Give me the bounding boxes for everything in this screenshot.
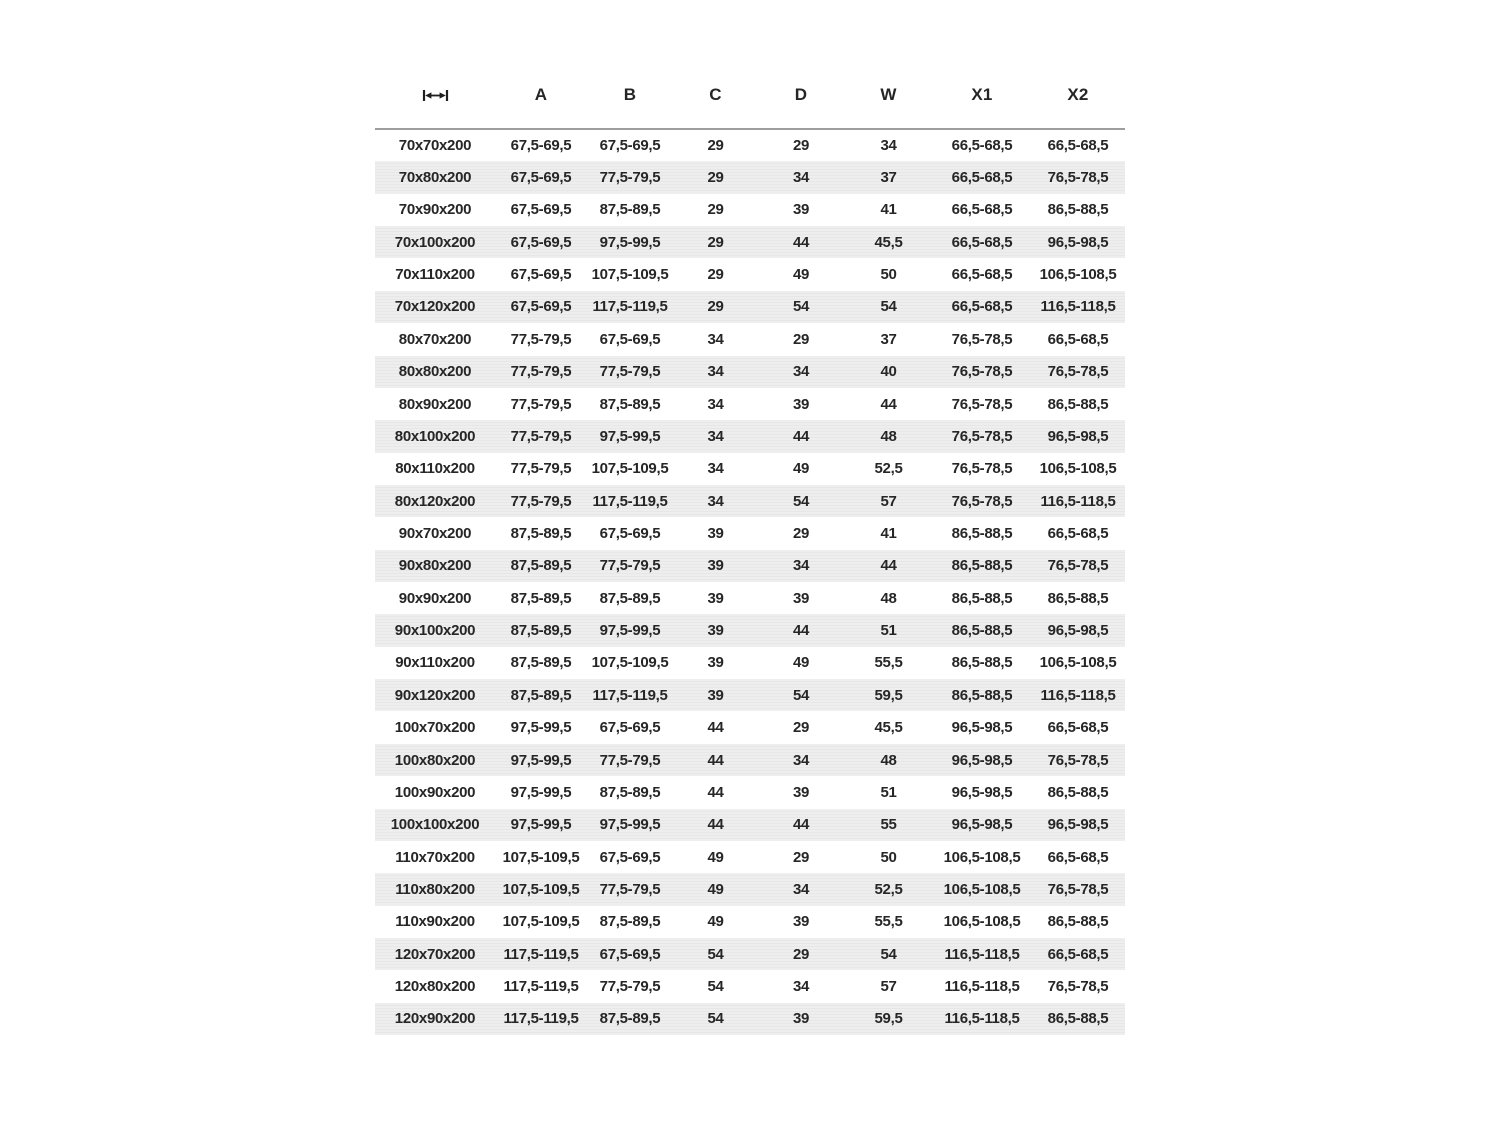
size-cell: 80x100x200 [394,427,476,445]
column-header-x2: X2 [1031,70,1125,129]
value-cell: 39 [792,395,810,413]
value-cell: 66,5-68,5 [1047,137,1109,155]
value-cell: 39 [707,589,724,607]
value-cell: 117,5-119,5 [592,492,668,510]
size-cell: 70x120x200 [394,298,476,316]
value-cell: 106,5-108,5 [1039,266,1117,284]
table-row [375,809,1125,841]
width-measure-icon [422,85,449,104]
value-cell: 67,5-69,5 [599,330,661,348]
column-header-b: B [587,70,673,129]
value-cell: 55 [880,816,897,834]
value-cell: 87,5-89,5 [510,686,572,704]
value-cell: 44 [880,557,897,575]
value-cell: 77,5-79,5 [510,460,572,478]
table-row [375,1003,1125,1035]
size-cell: 90x70x200 [398,524,472,542]
value-cell: 39 [707,524,724,542]
value-cell: 76,5-78,5 [951,363,1013,381]
value-cell: 117,5-119,5 [503,978,579,996]
value-cell: 66,5-68,5 [1047,524,1109,542]
value-cell: 34 [880,137,897,155]
value-cell: 39 [707,557,724,575]
table-row [375,323,1125,355]
value-cell: 41 [880,201,897,219]
value-cell: 97,5-99,5 [599,622,661,640]
value-cell: 86,5-88,5 [951,589,1013,607]
size-cell: 90x110x200 [395,654,475,672]
value-cell: 106,5-108,5 [1039,460,1117,478]
table-row [375,550,1125,582]
value-cell: 86,5-88,5 [951,524,1013,542]
value-cell: 29 [707,266,724,284]
value-cell: 76,5-78,5 [1047,363,1109,381]
dimensions-table-container [375,70,1125,1035]
column-header-a: A [495,70,587,129]
value-cell: 34 [707,427,724,445]
value-cell: 66,5-68,5 [1047,719,1109,737]
value-cell: 66,5-68,5 [1047,945,1109,963]
value-cell: 34 [792,169,810,187]
value-cell: 76,5-78,5 [1047,169,1109,187]
value-cell: 106,5-108,5 [943,913,1021,931]
value-cell: 87,5-89,5 [599,1010,661,1028]
table-row [375,388,1125,420]
table-row [375,420,1125,452]
table-row [375,485,1125,517]
value-cell: 107,5-109,5 [591,460,669,478]
value-cell: 49 [792,654,810,672]
value-cell: 86,5-88,5 [1047,589,1109,607]
size-cell: 80x80x200 [398,363,472,381]
value-cell: 50 [880,848,897,866]
value-cell: 77,5-79,5 [510,427,572,445]
value-cell: 77,5-79,5 [599,880,661,898]
value-cell: 86,5-88,5 [1047,1010,1109,1028]
value-cell: 39 [792,913,810,931]
value-cell: 59,5 [874,1010,903,1028]
table-row [375,517,1125,549]
size-cell: 70x80x200 [398,169,472,187]
value-cell: 76,5-78,5 [951,427,1013,445]
value-cell: 54 [707,1010,724,1028]
value-cell: 34 [792,880,810,898]
value-cell: 66,5-68,5 [951,298,1013,316]
value-cell: 67,5-69,5 [510,137,572,155]
size-cell: 80x120x200 [394,492,476,510]
value-cell: 76,5-78,5 [951,395,1013,413]
value-cell: 87,5-89,5 [510,622,572,640]
value-cell: 34 [792,557,810,575]
table-row [375,258,1125,290]
value-cell: 77,5-79,5 [599,978,661,996]
value-cell: 45,5 [874,233,903,251]
value-cell: 51 [880,783,897,801]
size-cell: 90x90x200 [398,589,472,607]
value-cell: 44 [792,427,810,445]
size-cell: 120x70x200 [394,945,476,963]
value-cell: 77,5-79,5 [599,751,661,769]
value-cell: 34 [707,395,724,413]
value-cell: 77,5-79,5 [510,492,572,510]
size-cell: 90x120x200 [394,686,476,704]
value-cell: 86,5-88,5 [1047,913,1109,931]
value-cell: 87,5-89,5 [510,524,572,542]
column-header-w: W [844,70,933,129]
size-column-header [375,70,495,129]
value-cell: 49 [707,848,724,866]
size-cell: 100x70x200 [394,719,476,737]
value-cell: 77,5-79,5 [599,557,661,575]
size-cell: 70x100x200 [394,233,476,251]
value-cell: 66,5-68,5 [951,201,1013,219]
value-cell: 106,5-108,5 [1039,654,1117,672]
value-cell: 29 [792,330,810,348]
value-cell: 67,5-69,5 [510,169,572,187]
value-cell: 39 [792,201,810,219]
value-cell: 96,5-98,5 [1047,622,1109,640]
value-cell: 29 [707,233,724,251]
value-cell: 49 [792,266,810,284]
value-cell: 87,5-89,5 [510,589,572,607]
header-row [375,70,1125,129]
value-cell: 34 [707,460,724,478]
value-cell: 96,5-98,5 [951,816,1013,834]
size-cell: 80x110x200 [395,460,475,478]
size-cell: 100x90x200 [394,783,476,801]
table-row [375,938,1125,970]
size-cell: 70x110x200 [395,266,475,284]
value-cell: 29 [707,298,724,316]
value-cell: 39 [707,622,724,640]
value-cell: 117,5-119,5 [503,945,579,963]
value-cell: 97,5-99,5 [599,233,661,251]
value-cell: 107,5-109,5 [502,880,580,898]
table-body [375,129,1125,1035]
value-cell: 54 [792,686,810,704]
value-cell: 107,5-109,5 [502,848,580,866]
value-cell: 106,5-108,5 [943,848,1021,866]
table-row [375,194,1125,226]
value-cell: 29 [707,201,724,219]
value-cell: 116,5-118,5 [1040,298,1116,316]
value-cell: 29 [792,137,810,155]
table-row [375,776,1125,808]
value-cell: 34 [792,978,810,996]
table-row [375,873,1125,905]
value-cell: 54 [792,492,810,510]
value-cell: 86,5-88,5 [951,622,1013,640]
value-cell: 97,5-99,5 [599,427,661,445]
value-cell: 54 [880,298,897,316]
value-cell: 40 [880,363,897,381]
size-cell: 80x70x200 [398,330,472,348]
value-cell: 67,5-69,5 [510,233,572,251]
column-header-x1: X1 [933,70,1031,129]
value-cell: 77,5-79,5 [599,363,661,381]
value-cell: 107,5-109,5 [591,266,669,284]
value-cell: 57 [880,978,897,996]
value-cell: 37 [880,169,897,187]
value-cell: 87,5-89,5 [599,913,661,931]
value-cell: 59,5 [874,686,903,704]
value-cell: 51 [880,622,897,640]
value-cell: 107,5-109,5 [502,913,580,931]
size-cell: 80x90x200 [398,395,472,413]
value-cell: 77,5-79,5 [599,169,661,187]
value-cell: 117,5-119,5 [592,298,668,316]
column-header-c: C [673,70,758,129]
value-cell: 97,5-99,5 [510,719,572,737]
table-row [375,744,1125,776]
value-cell: 87,5-89,5 [599,201,661,219]
value-cell: 39 [792,589,810,607]
value-cell: 77,5-79,5 [510,363,572,381]
value-cell: 45,5 [874,719,903,737]
value-cell: 54 [707,945,724,963]
value-cell: 116,5-118,5 [944,945,1020,963]
value-cell: 96,5-98,5 [1047,816,1109,834]
value-cell: 76,5-78,5 [951,492,1013,510]
value-cell: 86,5-88,5 [951,557,1013,575]
value-cell: 55,5 [874,654,903,672]
value-cell: 29 [707,137,724,155]
size-cell: 100x100x200 [390,816,480,834]
value-cell: 34 [792,363,810,381]
value-cell: 96,5-98,5 [1047,233,1109,251]
size-cell: 110x70x200 [395,848,475,866]
value-cell: 55,5 [874,913,903,931]
value-cell: 39 [792,783,810,801]
value-cell: 44 [792,622,810,640]
value-cell: 39 [707,686,724,704]
value-cell: 87,5-89,5 [599,783,661,801]
value-cell: 107,5-109,5 [591,654,669,672]
size-cell: 120x90x200 [394,1010,476,1028]
value-cell: 76,5-78,5 [1047,557,1109,575]
value-cell: 97,5-99,5 [510,816,572,834]
value-cell: 106,5-108,5 [943,880,1021,898]
table-row [375,226,1125,258]
table-row [375,647,1125,679]
value-cell: 66,5-68,5 [951,266,1013,284]
value-cell: 66,5-68,5 [951,169,1013,187]
table-row [375,129,1125,161]
value-cell: 86,5-88,5 [951,686,1013,704]
value-cell: 97,5-99,5 [510,783,572,801]
dimensions-table [375,70,1125,1035]
value-cell: 76,5-78,5 [951,330,1013,348]
value-cell: 52,5 [874,880,903,898]
value-cell: 44 [792,816,810,834]
value-cell: 34 [707,330,724,348]
size-cell: 70x90x200 [398,201,472,219]
size-cell: 70x70x200 [398,137,472,155]
value-cell: 41 [880,524,897,542]
value-cell: 44 [707,816,724,834]
table-row [375,453,1125,485]
value-cell: 67,5-69,5 [510,266,572,284]
value-cell: 116,5-118,5 [944,978,1020,996]
value-cell: 54 [792,298,810,316]
value-cell: 116,5-118,5 [1040,492,1116,510]
table-row [375,970,1125,1002]
value-cell: 116,5-118,5 [944,1010,1020,1028]
value-cell: 76,5-78,5 [1047,751,1109,769]
table-row [375,614,1125,646]
value-cell: 86,5-88,5 [951,654,1013,672]
value-cell: 86,5-88,5 [1047,783,1109,801]
value-cell: 67,5-69,5 [599,719,661,737]
size-cell: 100x80x200 [394,751,476,769]
value-cell: 34 [707,492,724,510]
value-cell: 97,5-99,5 [510,751,572,769]
value-cell: 87,5-89,5 [510,654,572,672]
size-cell: 110x90x200 [395,913,475,931]
value-cell: 29 [792,719,810,737]
value-cell: 117,5-119,5 [503,1010,579,1028]
value-cell: 44 [880,395,897,413]
value-cell: 52,5 [874,460,903,478]
value-cell: 66,5-68,5 [1047,330,1109,348]
size-cell: 90x100x200 [394,622,476,640]
value-cell: 86,5-88,5 [1047,201,1109,219]
size-cell: 90x80x200 [398,557,472,575]
value-cell: 87,5-89,5 [510,557,572,575]
value-cell: 87,5-89,5 [599,589,661,607]
value-cell: 48 [880,589,897,607]
table-row [375,711,1125,743]
value-cell: 34 [792,751,810,769]
value-cell: 66,5-68,5 [951,137,1013,155]
value-cell: 77,5-79,5 [510,330,572,348]
value-cell: 96,5-98,5 [951,719,1013,737]
table-row [375,679,1125,711]
value-cell: 87,5-89,5 [599,395,661,413]
value-cell: 29 [792,524,810,542]
value-cell: 66,5-68,5 [1047,848,1109,866]
value-cell: 48 [880,427,897,445]
table-row [375,841,1125,873]
size-cell: 120x80x200 [394,978,476,996]
value-cell: 66,5-68,5 [951,233,1013,251]
value-cell: 86,5-88,5 [1047,395,1109,413]
value-cell: 37 [880,330,897,348]
value-cell: 29 [792,945,810,963]
table-row [375,356,1125,388]
value-cell: 96,5-98,5 [951,783,1013,801]
value-cell: 67,5-69,5 [510,201,572,219]
table-row [375,291,1125,323]
table-row [375,161,1125,193]
value-cell: 97,5-99,5 [599,816,661,834]
value-cell: 117,5-119,5 [592,686,668,704]
value-cell: 49 [792,460,810,478]
value-cell: 76,5-78,5 [1047,880,1109,898]
value-cell: 48 [880,751,897,769]
value-cell: 67,5-69,5 [599,137,661,155]
value-cell: 44 [707,719,724,737]
column-header-d: D [758,70,844,129]
value-cell: 116,5-118,5 [1040,686,1116,704]
value-cell: 67,5-69,5 [599,945,661,963]
value-cell: 29 [707,169,724,187]
value-cell: 49 [707,913,724,931]
value-cell: 44 [707,751,724,769]
value-cell: 49 [707,880,724,898]
value-cell: 96,5-98,5 [951,751,1013,769]
value-cell: 44 [707,783,724,801]
size-cell: 110x80x200 [395,880,475,898]
value-cell: 54 [707,978,724,996]
value-cell: 29 [792,848,810,866]
value-cell: 39 [792,1010,810,1028]
value-cell: 54 [880,945,897,963]
table-row [375,582,1125,614]
table-row [375,906,1125,938]
value-cell: 67,5-69,5 [510,298,572,316]
value-cell: 67,5-69,5 [599,848,661,866]
value-cell: 76,5-78,5 [1047,978,1109,996]
value-cell: 34 [707,363,724,381]
value-cell: 39 [707,654,724,672]
value-cell: 96,5-98,5 [1047,427,1109,445]
value-cell: 44 [792,233,810,251]
value-cell: 77,5-79,5 [510,395,572,413]
value-cell: 67,5-69,5 [599,524,661,542]
value-cell: 50 [880,266,897,284]
value-cell: 76,5-78,5 [951,460,1013,478]
value-cell: 57 [880,492,897,510]
